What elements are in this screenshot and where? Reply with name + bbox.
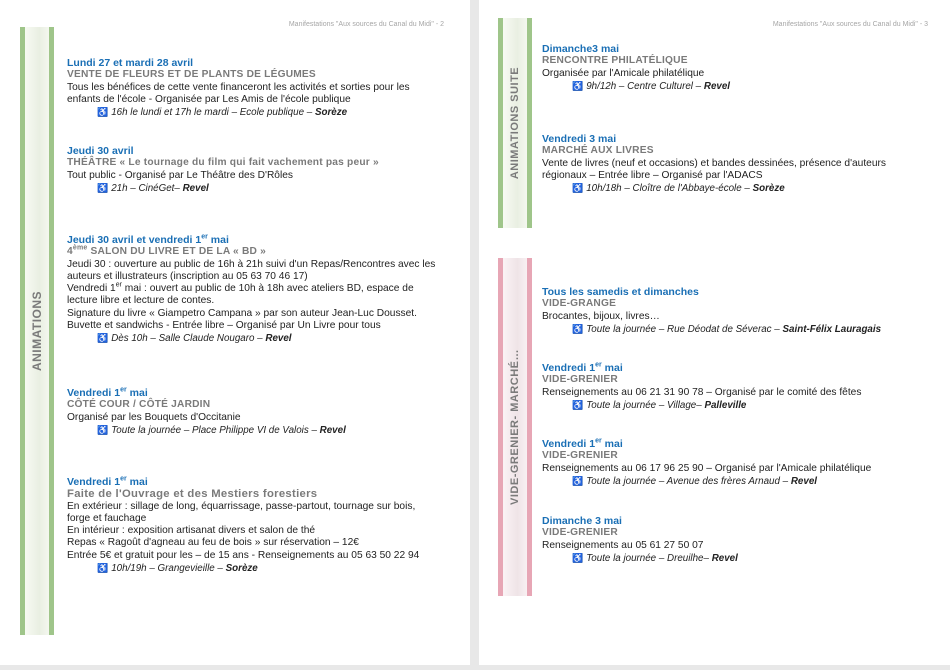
event-desc-line: Vente de livres (neuf et occasions) et bandes dessinées, présence d'auteurs (542, 157, 887, 169)
event-town: Revel (711, 552, 738, 564)
sidebar-vide-grenier (498, 258, 532, 596)
event-title: 4ème SALON DU LIVRE ET DE LA « BD » (67, 244, 266, 258)
event-forest-trades (67, 476, 419, 575)
event-desc-line: Renseignements au 06 21 31 90 78 – Organisé par le comité des fêtes (542, 386, 862, 398)
event-desc-line: Entrée 5€ et gratuit pour les – de 15 ans - Renseignements au 05 63 50 22 94 (67, 549, 420, 561)
event-flower-sale (67, 57, 410, 119)
event-title: VENTE DE FLEURS ET DE PLANTS DE LÉGUMES (67, 69, 316, 81)
event-desc-line: En extérieur : sillage de long, équarrissage, passe-partout, tournage sur bois, (67, 500, 416, 512)
wheelchair-icon: ♿ (572, 80, 584, 91)
event-time-location: Dès 10h – Salle Claude Nougaro – (111, 333, 263, 345)
wheelchair-icon: ♿ (572, 323, 584, 334)
event-date: Vendredi 1er mai (67, 475, 148, 488)
event-time-location: 9h/12h – Centre Culturel – (586, 80, 702, 92)
event-title: VIDE-GRENIER (542, 450, 618, 462)
event-town: Revel (790, 475, 817, 487)
event-town: Revel (182, 182, 209, 194)
event-date: Lundi 27 et mardi 28 avril (67, 57, 194, 69)
event-philately (542, 43, 730, 93)
event-desc-line: Organisée par l'Amicale philatélique (542, 67, 705, 79)
sidebar-animations-suite (498, 18, 532, 228)
event-vide-grenier-revel (542, 438, 871, 488)
event-desc-line: enfants de l'école - Organisée par Les Amis de l'école publique (67, 93, 351, 105)
event-cote-cour (67, 387, 346, 437)
event-info (67, 332, 435, 345)
event-info (542, 552, 738, 565)
event-desc-line: En intérieur : exposition artisanat divers et salon de thé (67, 525, 316, 537)
event-time-location: 10h/19h – Grangevieille – (111, 563, 223, 575)
event-date: Vendredi 1er mai (542, 361, 623, 374)
event-time-location: Toute la journée – Village– (586, 399, 702, 411)
event-date: Vendredi 3 mai (542, 133, 617, 145)
event-date: Vendredi 1er mai (67, 386, 148, 399)
event-info (67, 182, 379, 195)
event-date: Tous les samedis et dimanches (542, 286, 699, 298)
event-desc-line: Brocantes, bijoux, livres… (542, 310, 660, 322)
event-town: Palleville (704, 399, 747, 411)
event-town: Sorèze (225, 563, 258, 575)
sidebar-label: VIDE-GRENIER- MARCHÉ… (509, 349, 521, 505)
event-time-location: Toute la journée – Rue Déodat de Séverac – (586, 323, 780, 335)
event-desc-line: lecture libre et lecture de contes. (67, 295, 215, 307)
event-time-location: Toute la journée – Avenue des frères Arnaud – (586, 475, 789, 487)
wheelchair-icon: ♿ (572, 475, 584, 486)
event-desc-line: Tous les bénéfices de cette vente financeront les activités et sorties pour les (67, 81, 410, 93)
event-info (67, 562, 419, 575)
event-info (67, 106, 410, 119)
event-town: Revel (703, 80, 731, 92)
event-theatre (67, 145, 379, 195)
event-vide-grenier-dreuilhe (542, 515, 738, 565)
event-vide-grange (542, 286, 881, 336)
wheelchair-icon: ♿ (97, 182, 109, 193)
page-header: Manifestations "Aux sources du Canal du Midi" - 3 (772, 21, 928, 28)
event-date: Vendredi 1er mai (542, 437, 623, 450)
event-title: CÔTÉ COUR / CÔTÉ JARDIN (67, 399, 211, 411)
event-time-location: Toute la journée – Dreuilhe– (586, 552, 709, 564)
event-vide-grenier-palleville (542, 362, 861, 412)
event-date: Jeudi 30 avril et vendredi 1er mai (67, 233, 229, 246)
event-info (67, 424, 346, 437)
event-desc-line: régionaux – Entrée libre – Organisé par l'ADACS (542, 169, 763, 181)
event-desc-line: Renseignements au 06 17 96 25 90 – Organisé par l'Amicale philatélique (542, 462, 872, 474)
event-title: THÉÂTRE « Le tournage du film qui fait vachement pas peur » (67, 157, 379, 169)
sidebar-label: ANIMATIONS (30, 290, 44, 372)
event-desc-line: Repas « Ragoût d'agneau au feu de bois » sur réservation – 12€ (67, 537, 359, 549)
right-page (479, 0, 950, 665)
event-desc-line: Vendredi 1er mai : ouvert au public de 10h à 18h avec ateliers BD, espace de (67, 281, 414, 295)
event-town: Sorèze (314, 107, 348, 119)
event-title: VIDE-GRANGE (542, 298, 617, 310)
event-info (542, 182, 886, 195)
event-book-fair (67, 234, 435, 346)
event-desc-line: forge et fauchage (67, 512, 147, 524)
event-desc-line: Jeudi 30 : ouverture au public de 16h à 21h suivi d'un Repas/Rencontres avec les (67, 258, 436, 270)
event-info (542, 323, 881, 336)
event-town: Sorèze (752, 183, 785, 195)
event-desc-line: Buvette et sandwichs - Entrée libre – Organisé par Un Livre pour tous (67, 320, 381, 332)
wheelchair-icon: ♿ (97, 563, 109, 574)
wheelchair-icon: ♿ (97, 424, 109, 435)
event-title: VIDE-GRENIER (542, 374, 618, 386)
event-desc-line: auteurs et illustrateurs (inscription au 05 63 70 46 17) (67, 270, 308, 282)
event-town: Revel (319, 424, 346, 436)
event-title: MARCHÉ AUX LIVRES (542, 145, 654, 157)
event-town: Saint-Félix Lauragais (782, 323, 882, 335)
event-desc-line: Tout public - Organisé par Le Théâtre des D'Rôles (67, 169, 293, 181)
wheelchair-icon: ♿ (572, 183, 584, 194)
sidebar-animations (20, 27, 54, 635)
wheelchair-icon: ♿ (97, 333, 109, 344)
event-time-location: 16h le lundi et 17h le mardi – Ecole publique – (111, 107, 313, 119)
event-time-location: 21h – CinéGet– (111, 182, 180, 194)
event-title: VIDE-GRENIER (542, 527, 618, 539)
event-desc-line: Renseignements au 05 61 27 50 07 (542, 539, 704, 551)
wheelchair-icon: ♿ (572, 399, 584, 410)
event-town: Revel (265, 333, 292, 345)
event-time-location: 10h/18h – Cloître de l'Abbaye-école – (586, 183, 750, 195)
page-header: Manifestations "Aux sources du Canal du Midi" - 2 (288, 21, 444, 28)
wheelchair-icon: ♿ (97, 107, 109, 118)
event-date: Dimanche3 mai (542, 43, 620, 55)
event-desc-line: Organisé par les Bouquets d'Occitanie (67, 411, 241, 423)
left-page (0, 0, 470, 665)
sidebar-label: ANIMATIONS SUITE (509, 66, 521, 180)
event-info (542, 475, 871, 488)
event-info (542, 399, 861, 412)
event-date: Dimanche 3 mai (542, 515, 622, 527)
event-info (542, 80, 730, 93)
event-title: Faite de l'Ouvrage et des Mestiers forestiers (67, 488, 318, 501)
event-book-market (542, 133, 886, 195)
event-desc-line: Signature du livre « Giampetro Campana » par son auteur Jean-Luc Dousset. (67, 307, 417, 319)
event-title: RENCONTRE PHILATÉLIQUE (542, 55, 688, 67)
event-time-location: Toute la journée – Place Philippe VI de Valois – (111, 424, 317, 436)
wheelchair-icon: ♿ (572, 552, 584, 563)
event-date: Jeudi 30 avril (67, 145, 134, 157)
